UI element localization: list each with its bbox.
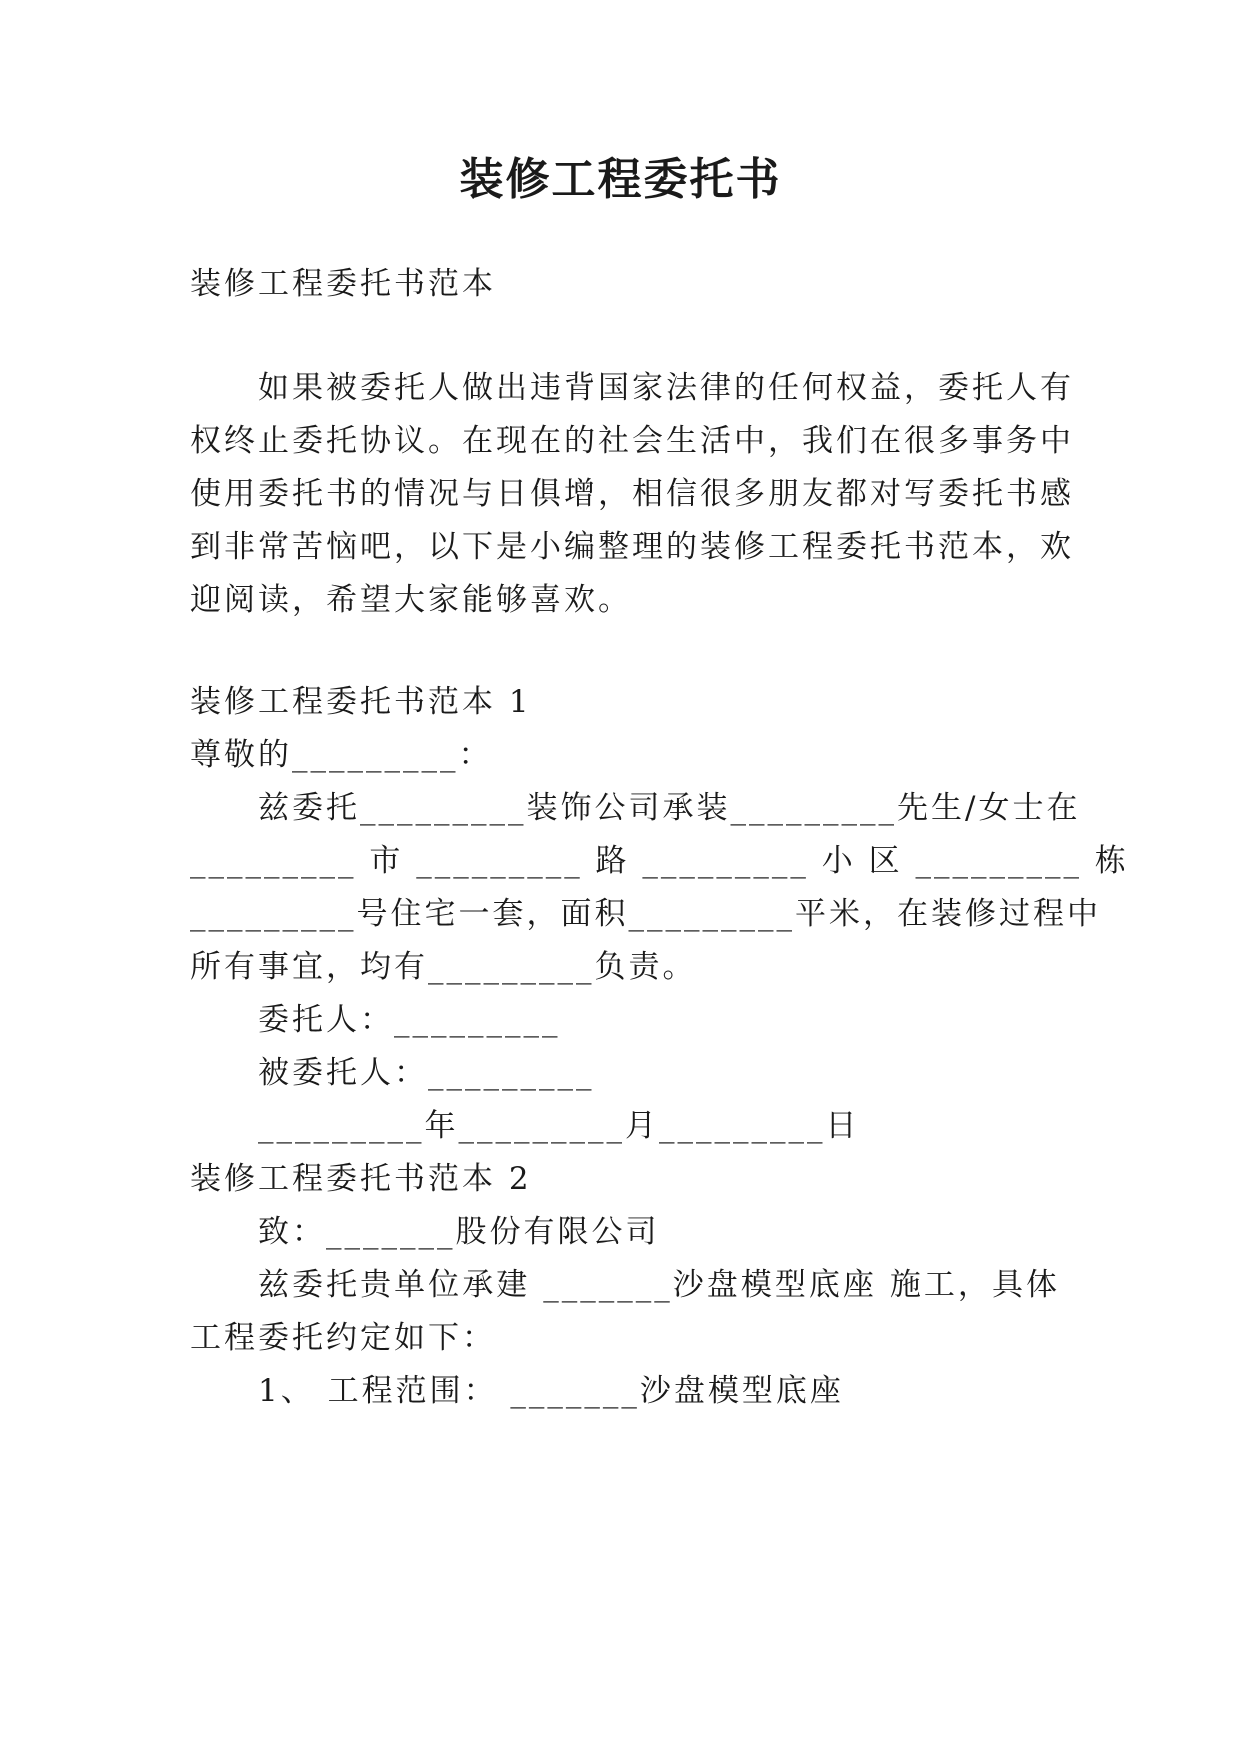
document-subtitle: 装修工程委托书范本	[190, 266, 496, 302]
sample1-body-line-2: _________ 市 _________ 路 _________ 小 区 _________ 栋	[190, 843, 1129, 879]
document-title: 装修工程委托书	[459, 154, 782, 205]
sample1-body-line-1: 兹委托_________装饰公司承装_________先生/女士在	[258, 790, 1081, 826]
intro-line-4: 到非常苦恼吧，以下是小编整理的装修工程委托书范本，欢	[190, 529, 1074, 565]
sample2-to: 致：_______股份有限公司	[258, 1214, 660, 1250]
sample2-item-1: 1、 工程范围： _______沙盘模型底座	[258, 1373, 844, 1409]
intro-line-2: 权终止委托协议。在现在的社会生活中，我们在很多事务中	[190, 423, 1074, 459]
sample2-heading: 装修工程委托书范本 2	[190, 1161, 532, 1197]
intro-line-3: 使用委托书的情况与日俱增，相信很多朋友都对写委托书感	[190, 476, 1074, 512]
sample1-body-line-3: _________号住宅一套，面积_________平米，在装修过程中	[190, 896, 1101, 932]
intro-line-5: 迎阅读，希望大家能够喜欢。	[190, 582, 632, 618]
sample1-date: _________年_________月_________日	[258, 1108, 860, 1144]
sample1-salutation: 尊敬的_________：	[190, 737, 493, 773]
sample2-body-line-1: 兹委托贵单位承建 _______沙盘模型底座 施工，具体	[258, 1267, 1060, 1303]
sample1-body-line-4: 所有事宜，均有_________负责。	[190, 949, 697, 985]
sample1-agent: 被委托人：_________	[258, 1055, 595, 1091]
sample1-heading: 装修工程委托书范本 1	[190, 684, 532, 720]
sample1-principal: 委托人：_________	[258, 1002, 561, 1038]
intro-line-1: 如果被委托人做出违背国家法律的任何权益，委托人有	[258, 370, 1074, 406]
sample2-body-line-2: 工程委托约定如下：	[190, 1320, 496, 1356]
